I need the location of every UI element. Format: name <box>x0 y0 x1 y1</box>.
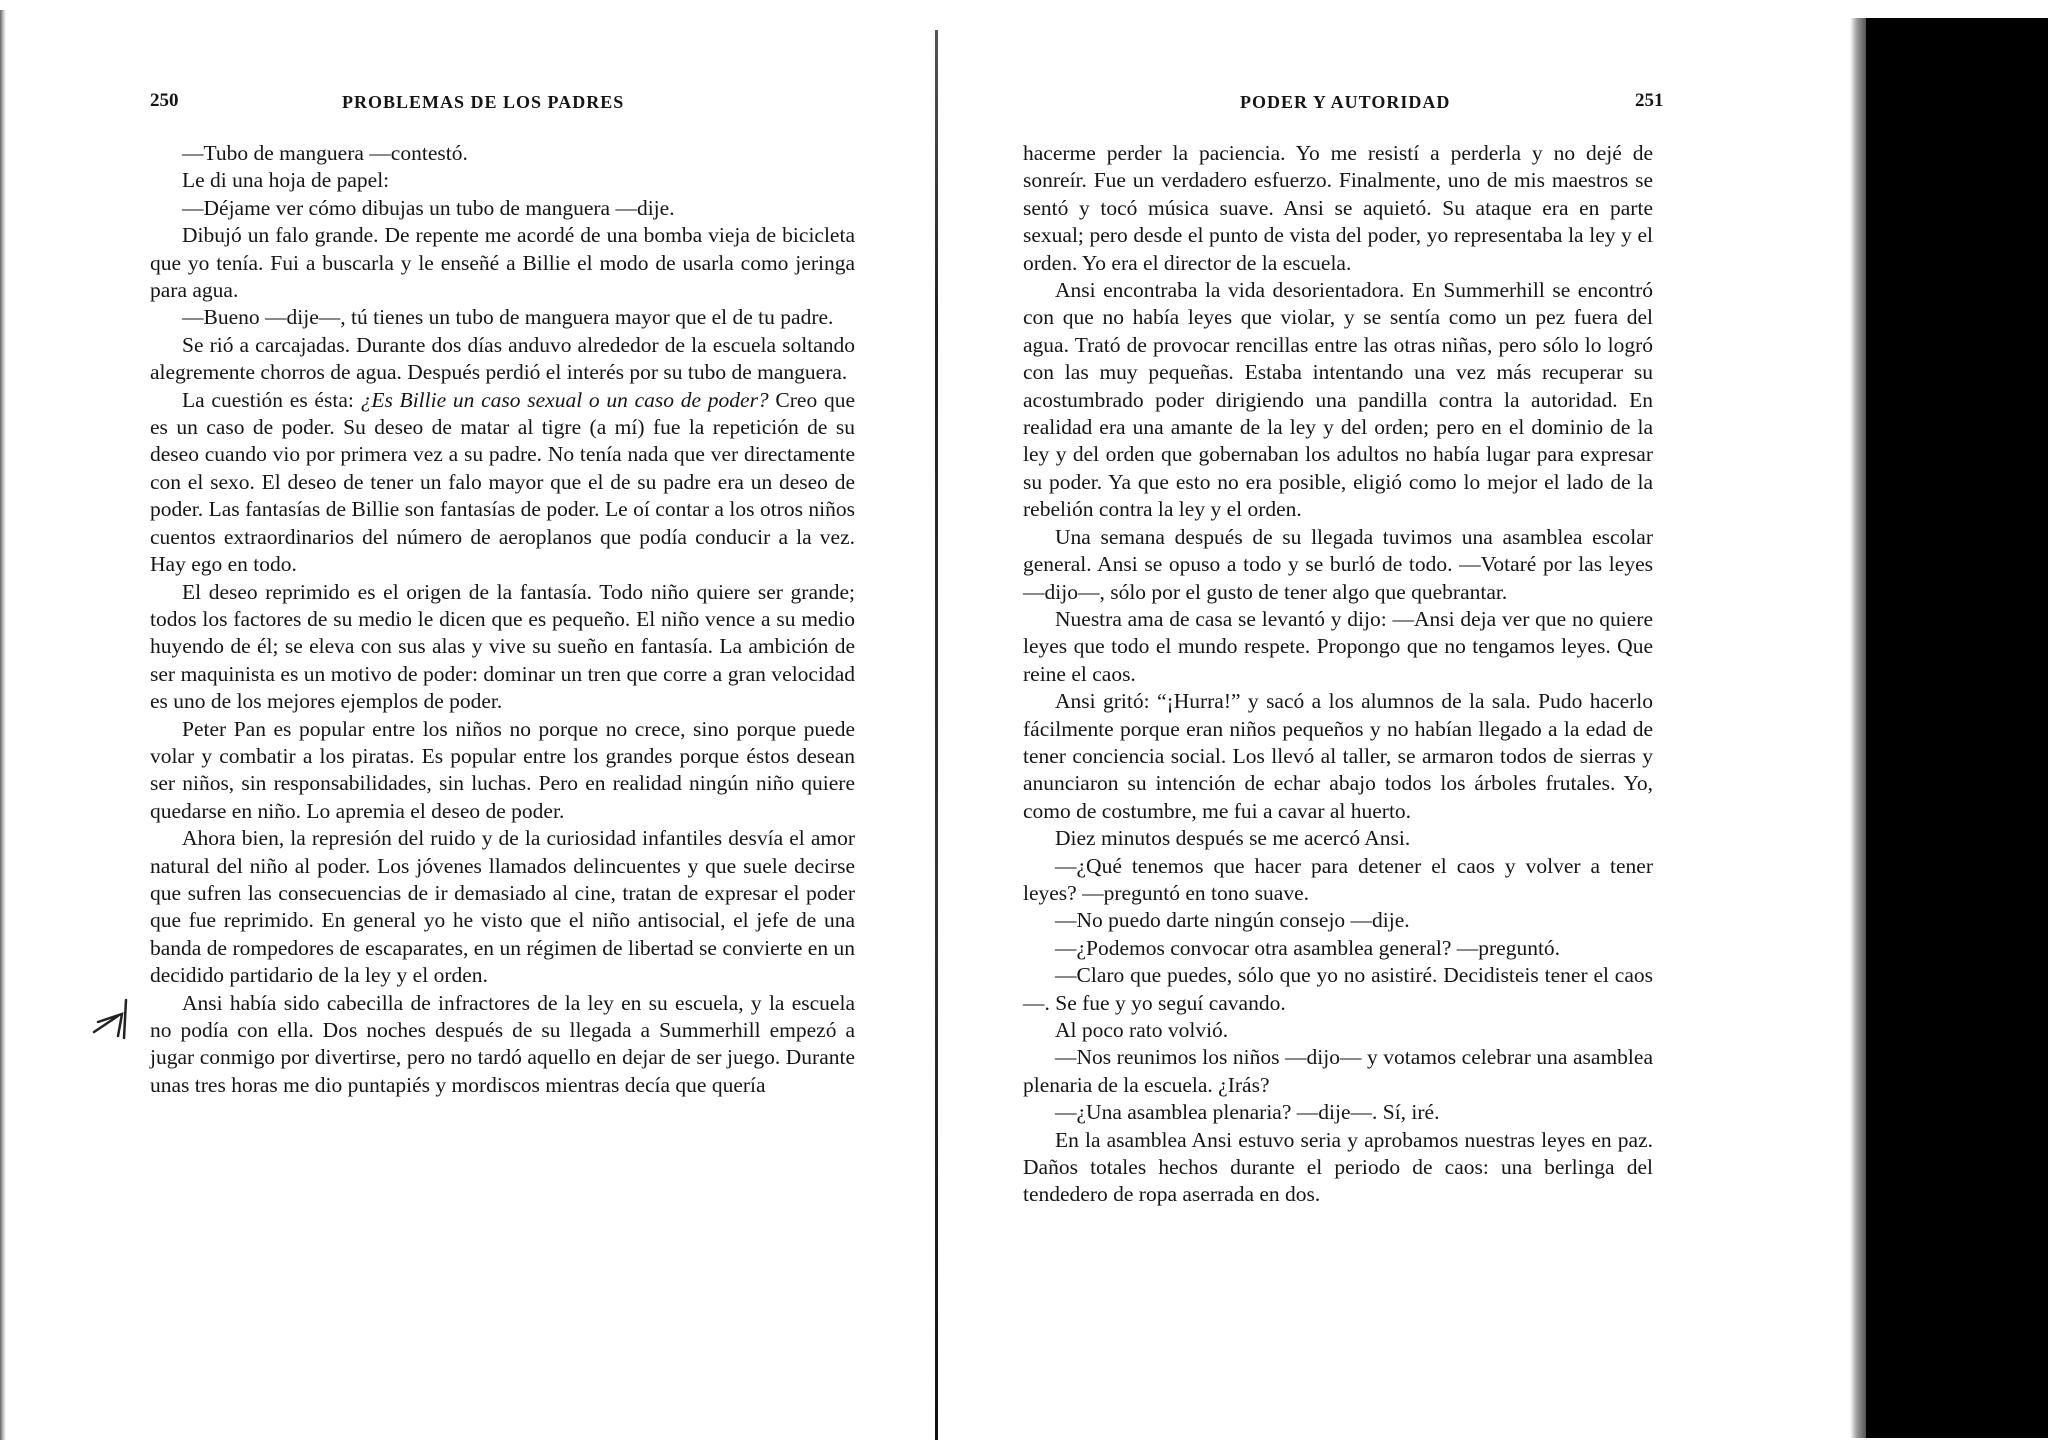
paragraph: Ansi gritó: “¡Hurra!” y sacó a los alumnos de la sala. Pudo hacerlo fácilmente porque eran niños pequeños y no habían llegado a la edad de tener conciencia social. Los llevó al taller, se armaron todos de sierras y anunciaron su intención de echar abajo todos los árboles frutales. Yo, como de costumbre, me fui a cavar al huerto. <box>1023 689 1653 823</box>
paragraph: hacerme perder la paciencia. Yo me resistí a perderla y no dejé de sonreír. Fue un verdadero esfuerzo. Finalmente, uno de mis maestros se sentó y tocó música suave. Ansi se aquietó. Su ataque era en parte sexual; pero desde el punto de vista del poder, yo representaba la ley y el orden. Yo era el director de la escuela. <box>1023 141 1653 275</box>
paragraph: Ansi encontraba la vida desorientadora. En Summerhill se encontró con que no había leyes que violar, y se sentía como un pez fuera del agua. Trató de provocar rencillas entre las otras niñas, pero sólo lo logró con las muy pequeñas. Estaba intentando una vez más recuperar su acostumbrado poder dirigiendo una pandilla contra la autoridad. En realidad era una amante de la ley y del orden; pero en el dominio de la ley y del orden que gobernaban los adultos no había lugar para expresar su poder. Ya que esto no era posible, eligió como lo mejor el lado de la rebelión contra la ley y el orden. <box>1023 278 1653 522</box>
italic-question: ¿Es Billie un caso sexual o un caso de poder? <box>360 387 769 412</box>
body-text <box>1023 140 1653 1209</box>
paragraph: —Bueno —dije—, tú tienes un tubo de manguera mayor que el de tu padre. <box>182 305 834 330</box>
text-run: La cuestión es ésta: <box>182 387 361 412</box>
paragraph: —¿Qué tenemos que hacer para detener el caos y volver a tener leyes? —preguntó en tono suave. <box>1023 853 1653 905</box>
right-page <box>940 0 1870 1447</box>
book-gutter <box>935 30 938 1440</box>
paragraph: El deseo reprimido es el origen de la fantasía. Todo niño quiere ser grande; todos los factores de su medio le dicen que es pequeño. El niño vence a su medio huyendo de él; se eleva con sus alas y vive su sueño en fantasía. La ambición de ser maquinista es un motivo de poder: dominar un tren que corre a gran velocidad es uno de los mejores ejemplos de poder. <box>150 579 855 714</box>
handwritten-margin-mark <box>88 992 138 1042</box>
running-head: PROBLEMAS DE LOS PADRES <box>342 92 625 112</box>
paragraph: Nuestra ama de casa se levantó y dijo: —Ansi deja ver que no quiere leyes que todo el mundo respete. Propongo que no tengamos leyes. Que reine el caos. <box>1023 606 1653 686</box>
paragraph: —Claro que puedes, sólo que yo no asistiré. Decidisteis tener el caos—. Se fue y yo seguí cavando. <box>1023 963 1653 1015</box>
paragraph: Una semana después de su llegada tuvimos una asamblea escolar general. Ansi se opuso a todo y se burló de todo. —Votaré por las leyes —dijo—, sólo por el gusto de tener algo que quebrantar. <box>1023 524 1653 604</box>
scan-background <box>1866 18 2048 1438</box>
paragraph: En la asamblea Ansi estuvo seria y aprobamos nuestras leyes en paz. Daños totales hechos durante el periodo de caos: una berlinga del tendedero de ropa aserrada en dos. <box>1023 1127 1653 1207</box>
paragraph: Se rió a carcajadas. Durante dos días anduvo alrededor de la escuela soltando alegremente chorros de agua. Después perdió el interés por su tubo de manguera. <box>150 332 855 385</box>
paragraph: Dibujó un falo grande. De repente me acordé de una bomba vieja de bicicleta que yo tenía. Fui a buscarla y le enseñé a Billie el modo de usarla como jeringa para agua. <box>150 223 855 303</box>
paragraph: —Tubo de manguera —contestó. <box>182 141 468 165</box>
paragraph: —Nos reunimos los niños —dijo— y votamos celebrar una asamblea plenaria de la escuela. ¿Irás? <box>1023 1045 1653 1097</box>
paragraph: Diez minutos después se me acercó Ansi. <box>1055 826 1411 851</box>
paragraph: —¿Podemos convocar otra asamblea general? —preguntó. <box>1055 935 1561 960</box>
paragraph: Al poco rato volvió. <box>1055 1018 1229 1042</box>
paragraph <box>150 387 855 579</box>
left-page <box>0 0 940 1447</box>
paragraph: Ahora bien, la represión del ruido y de la curiosidad infantiles desvía el amor natural del niño al poder. Los jóvenes llamados delincuentes y que suele decirse que sufren las consecuencias de ir demasiado al cine, tratan de expresar el poder que fue reprimido. En general yo he visto que el niño antisocial, el jefe de una banda de rompedores de escaparates, en un régimen de libertad se convierte en un decidido partidario de la ley y el orden. <box>150 826 855 988</box>
body-text <box>150 140 855 1099</box>
running-head: PODER Y AUTORIDAD <box>1240 92 1451 112</box>
page-number: 250 <box>150 90 179 111</box>
paragraph: Le di una hoja de papel: <box>182 168 390 193</box>
page-number: 251 <box>1635 90 1664 111</box>
paragraph: Ansi había sido cabecilla de infractores de la ley en su escuela, y la escuela no podía con ella. Dos noches después de su llegada a Summerhill empezó a jugar conmigo por divertirse, pero no tardó aquello en dejar de ser juego. Durante unas tres horas me dio puntapiés y mordiscos mientras decía que quería <box>150 990 855 1097</box>
paragraph: —No puedo darte ningún consejo —dije. <box>1055 908 1410 933</box>
paragraph: —Déjame ver cómo dibujas un tubo de manguera —dije. <box>182 195 675 220</box>
paragraph: Peter Pan es popular entre los niños no porque no crece, sino porque puede volar y combatir a los piratas. Es popular entre los grandes porque éstos desean ser niños, sin responsabilidades, sin luchas. Pero en realidad ningún niño quiere quedarse en niño. Lo apremia el deseo de poder. <box>150 716 855 823</box>
text-run: Creo que es un caso de poder. Su deseo de matar al tigre (a mí) fue la repetición de su deseo cuando vio por primera vez a su padre. No tenía nada que ver directamente con el sexo. El deseo de tener un falo mayor que el de su padre era un deseo de poder. Las fantasías de Billie son fantasías de poder. Le oí contar a los otros niños cuentos extraordinarios del número de aeroplanos que podía conducir a la vez. Hay ego en todo. <box>150 387 855 577</box>
paragraph: —¿Una asamblea plenaria? —dije—. Sí, iré. <box>1055 1100 1440 1125</box>
